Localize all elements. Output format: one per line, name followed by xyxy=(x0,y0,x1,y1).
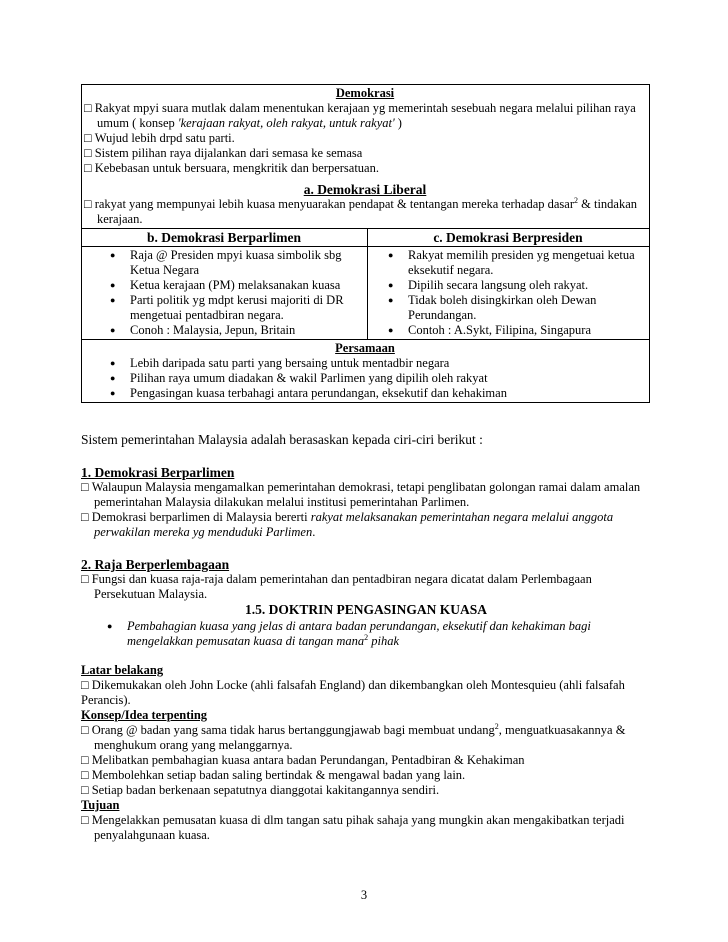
tujuan-title: Tujuan xyxy=(81,798,120,812)
section-1-point-2-italic: rakyat melaksanakan pemerintahan negara melalui anggota perwakilan mereka yg menduduki Parlimen xyxy=(94,510,614,539)
section-15-bullet-text: Pembahagian kuasa yang jelas di antara badan perundangan, eksekutif dan kehakiman bagi mengelakkan pemusatan kuasa di tangan mana xyxy=(127,619,591,648)
berpresiden-list xyxy=(370,248,646,338)
demokrasi-point-1 xyxy=(84,101,646,131)
persamaan-heading: Persamaan xyxy=(335,341,395,355)
section-1-point-2 xyxy=(81,510,651,540)
liberal-point xyxy=(84,197,646,227)
demokrasi-heading: Demokrasi xyxy=(335,86,395,100)
tujuan-point-1: □ Mengelakkan pemusatan kuasa di dlm tangan satu pihak sahaja yang mungkin akan mengakibatkan terjadi penyalahgunaan kuasa. xyxy=(81,813,651,843)
berpresiden-list-cell xyxy=(368,247,650,340)
demokrasi-point-1-text: Rakyat mpyi suara mutlak dalam menentukan kerajaan yg memerintah sesebuah negara melalui pilihan raya umum ( konsep xyxy=(94,101,636,130)
liberal-point-text: rakyat yang mempunyai lebih kuasa menyuarakan pendapat & tentangan mereka terhadap dasar xyxy=(94,197,575,211)
konsep-point-1-text: Orang @ badan yang sama tidak harus bertanggungjawab bagi membuat undang xyxy=(91,723,495,737)
intro-text: Sistem pemerintahan Malaysia adalah berasaskan kepada ciri-ciri berikut : xyxy=(81,432,483,447)
democracy-table xyxy=(81,84,650,403)
section-1-point-2-text: Demokrasi berparlimen di Malaysia bererti xyxy=(91,510,311,524)
konsep-point-1 xyxy=(81,723,651,753)
section-1-point-2-end: . xyxy=(312,525,316,539)
list-item: ● Parti politik yg mdpt kerusi majoriti di DR mengetuai pentadbiran negara. xyxy=(130,293,364,323)
demokrasi-point-3: □ Sistem pilihan raya dijalankan dari semasa ke semasa xyxy=(84,146,646,161)
persamaan-cell xyxy=(82,340,650,403)
section-1-point-1: □ Walaupun Malaysia mengamalkan pemerintahan demokrasi, tetapi penglibatan golongan ramai dalam amalan pemerintahan Malaysia dilakukan melalui institusi pemerintahan Parlimen. xyxy=(81,480,651,510)
list-item: ● Rakyat memilih presiden yg mengetuai ketua eksekutif negara. xyxy=(408,248,646,278)
list-item: ● Pengasingan kuasa terbahagi antara perundangan, eksekutif dan kehakiman xyxy=(130,386,646,401)
konsep-point-1-end: , menguatkuasakannya & menghukum orang yang melanggarnya. xyxy=(94,723,626,752)
list-item: ● Raja @ Presiden mpyi kuasa simbolik sbg Ketua Negara xyxy=(130,248,364,278)
berpresiden-heading: c. Demokrasi Berpresiden xyxy=(433,230,583,245)
demokrasi-point-4: □ Kebebasan untuk bersuara, mengkritik dan berpersatuan. xyxy=(84,161,646,176)
persamaan-list xyxy=(84,356,646,401)
list-item: ● Pilihan raya umum diadakan & wakil Parlimen yang dipilih oleh rakyat xyxy=(130,371,646,386)
demokrasi-point-2: □ Wujud lebih drpd satu parti. xyxy=(84,131,646,146)
section-15-list xyxy=(81,619,651,649)
demokrasi-concept-quote: 'kerajaan rakyat, oleh rakyat, untuk rakyat' xyxy=(177,116,395,130)
section-2-title: 2. Raja Berperlembagaan xyxy=(81,557,230,572)
berparlimen-heading: b. Demokrasi Berparlimen xyxy=(146,230,302,245)
list-item: ● Lebih daripada satu parti yang bersaing untuk mentadbir negara xyxy=(130,356,646,371)
latar-title: Latar belakang xyxy=(81,663,164,677)
section-15-title: 1.5. DOKTRIN PENGASINGAN KUASA xyxy=(245,602,487,617)
list-item: ● Contoh : A.Sykt, Filipina, Singapura xyxy=(408,323,646,338)
list-item: ● Conoh : Malaysia, Jepun, Britain xyxy=(130,323,364,338)
konsep-point-3: □ Membolehkan setiap badan saling bertindak & mengawal badan yang lain. xyxy=(81,768,651,783)
berparlimen-list xyxy=(84,248,364,338)
section-15-superscript: 2 xyxy=(364,632,369,642)
latar-point-1: □ Dikemukakan oleh John Locke (ahli falsafah England) dan dikembangkan oleh Montesquieu (ahli falsafah Perancis). xyxy=(81,678,651,708)
list-item: ● Dipilih secara langsung oleh rakyat. xyxy=(408,278,646,293)
list-item: ● Ketua kerajaan (PM) melaksanakan kuasa xyxy=(130,278,364,293)
konsep-point-2: □ Melibatkan pembahagian kuasa antara badan Perundangan, Pentadbiran & Kehakiman xyxy=(81,753,651,768)
konsep-point-4: □ Setiap badan berkenaan sepatutnya dianggotai kakitangannya sendiri. xyxy=(81,783,651,798)
page-number: 3 xyxy=(360,888,368,902)
liberal-superscript: 2 xyxy=(574,195,579,205)
berpresiden-header-cell xyxy=(368,229,650,247)
list-item xyxy=(127,619,651,649)
document-body xyxy=(81,432,651,843)
liberal-heading: a. Demokrasi Liberal xyxy=(303,182,427,197)
berparlimen-list-cell xyxy=(82,247,368,340)
liberal-point-end: & tindakan kerajaan. xyxy=(97,197,638,226)
berparlimen-header-cell xyxy=(82,229,368,247)
section-1-title: 1. Demokrasi Berparlimen xyxy=(81,465,235,480)
konsep-superscript: 2 xyxy=(494,721,499,731)
section-15-bullet-end: pihak xyxy=(368,634,400,648)
konsep-title: Konsep/Idea terpenting xyxy=(81,708,208,722)
section-2-point-1: □ Fungsi dan kuasa raja-raja dalam pemerintahan dan pentadbiran negara dicatat dalam Perlembagaan Persekutuan Malaysia. xyxy=(81,572,651,602)
list-item: ● Tidak boleh disingkirkan oleh Dewan Perundangan. xyxy=(408,293,646,323)
demokrasi-point-1-end: ) xyxy=(394,116,402,130)
demokrasi-cell xyxy=(82,85,650,229)
